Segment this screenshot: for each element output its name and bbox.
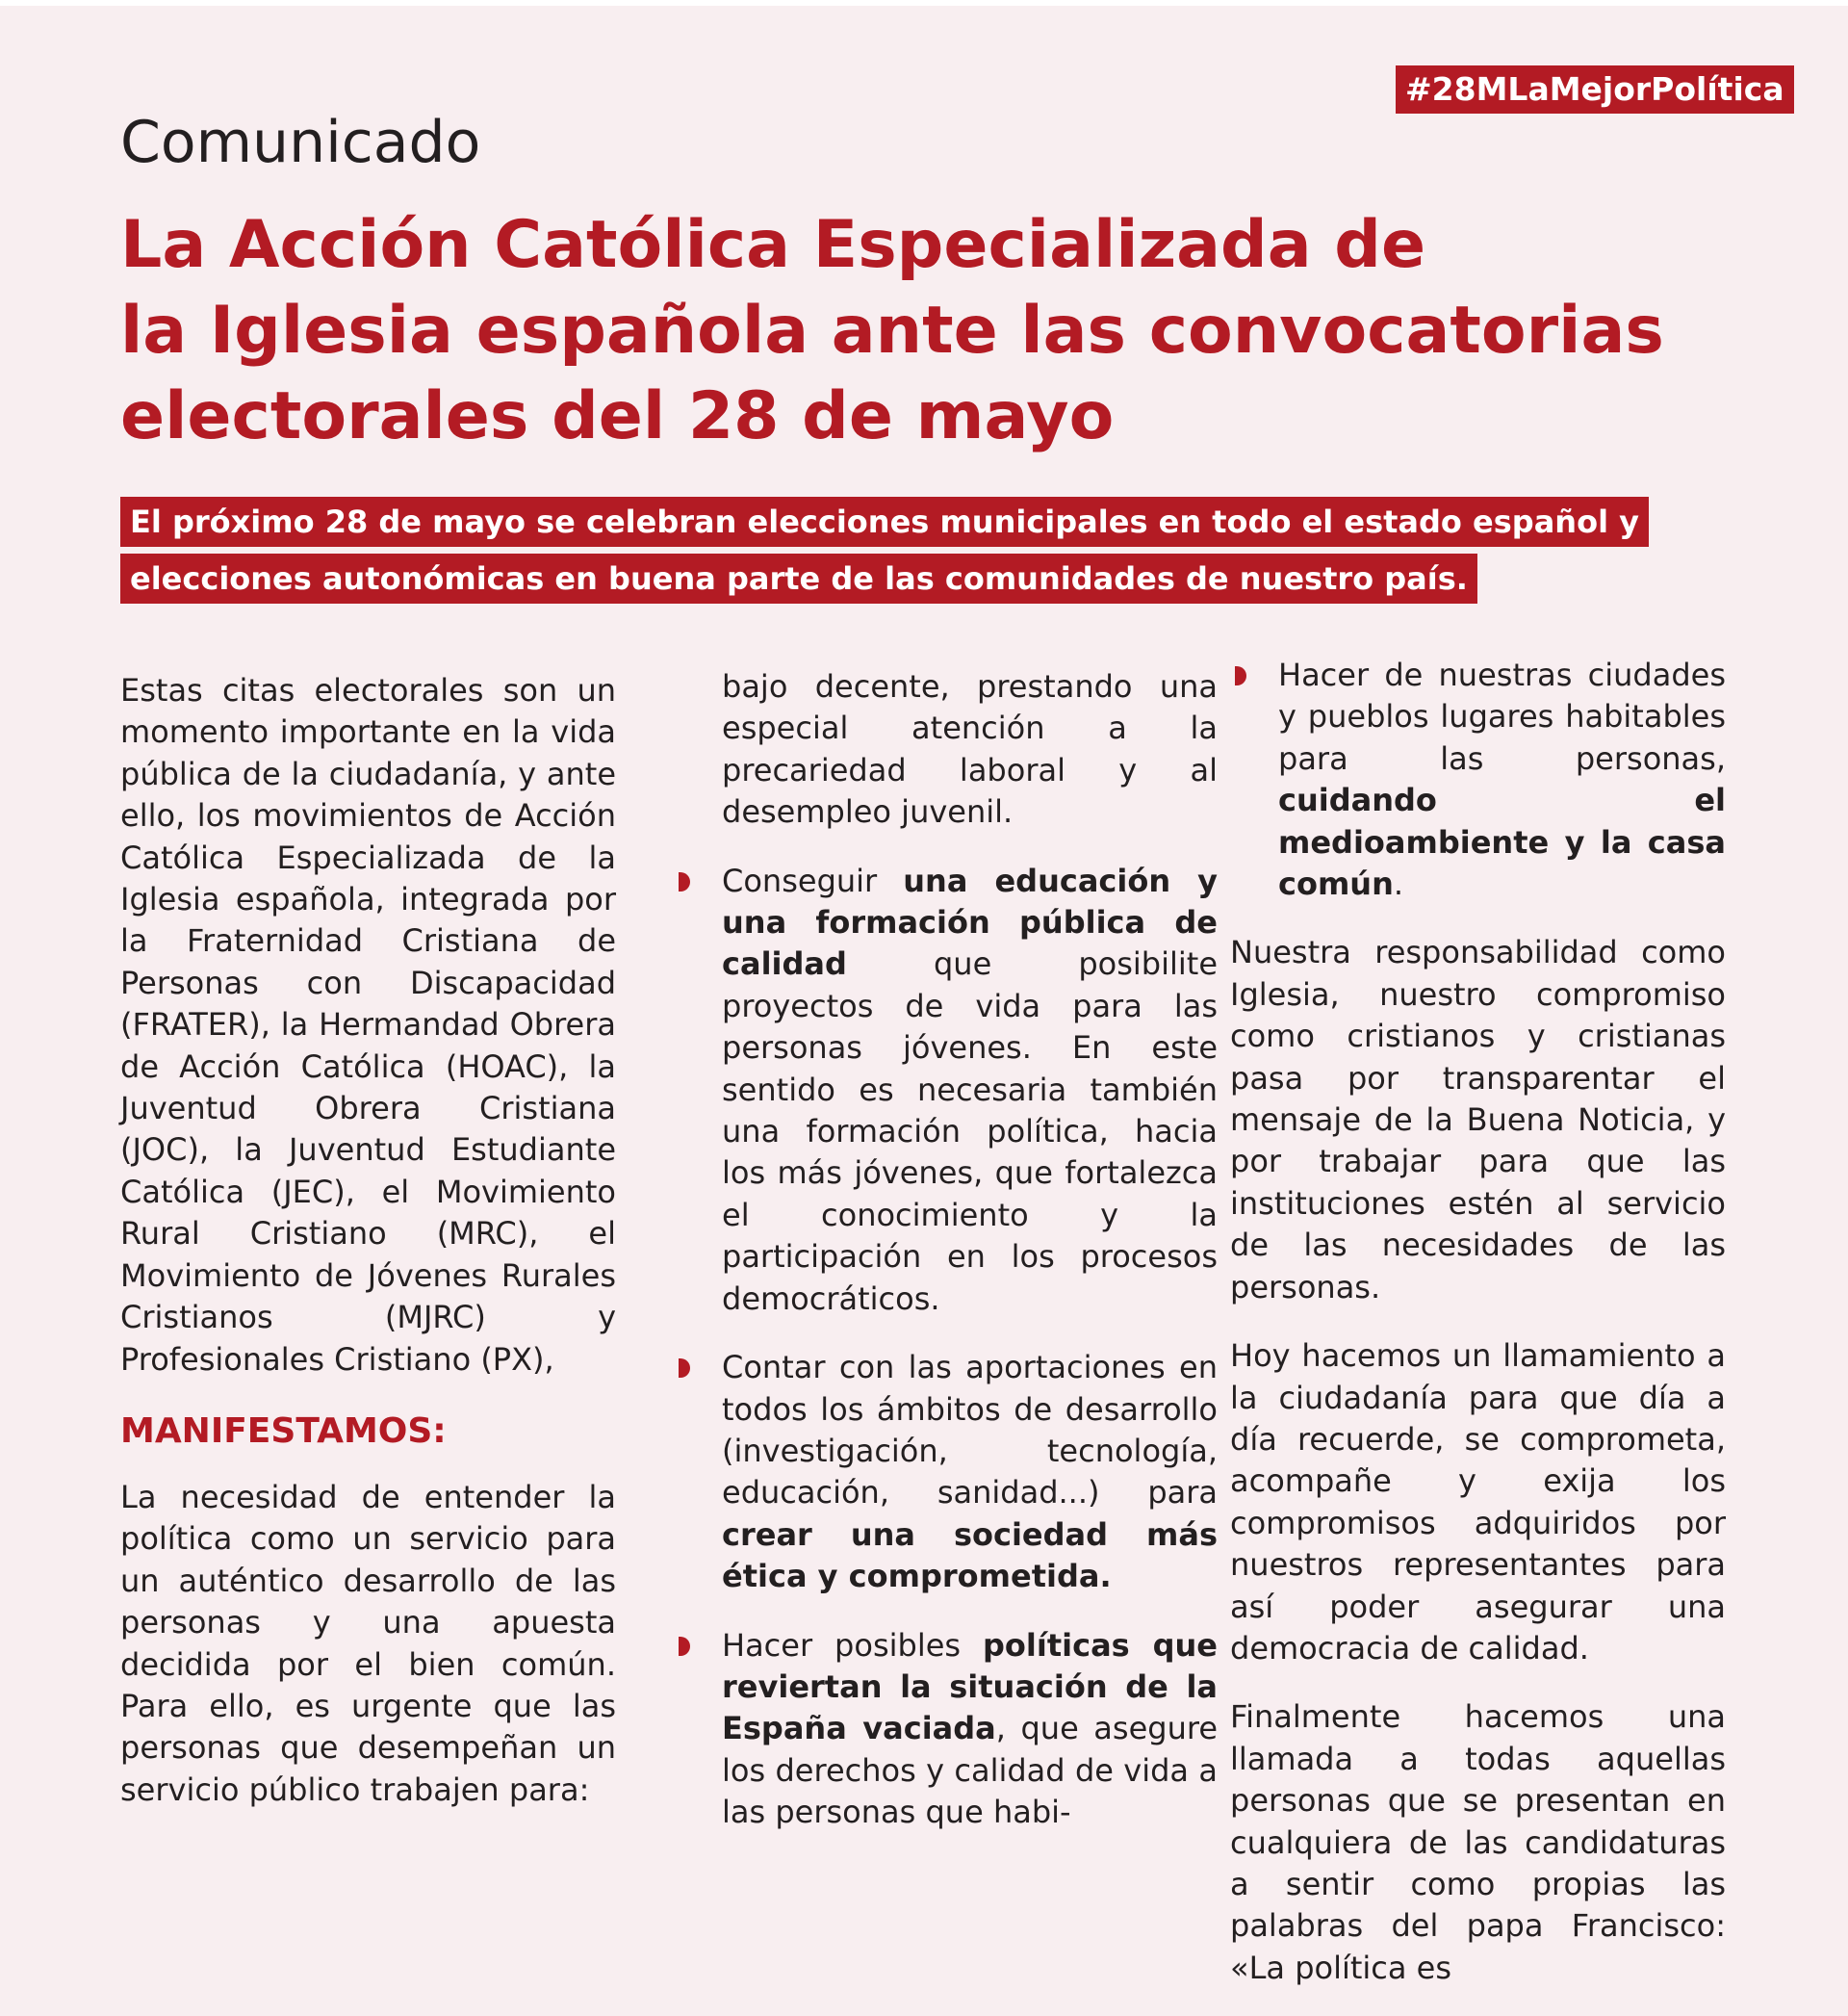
lead-summary: [120, 497, 1649, 604]
bullet-text: Hacer posibles: [722, 1626, 983, 1664]
bullet-text: , que asegure los derechos y calidad de vida a las personas que habi-: [722, 1710, 1219, 1831]
list-item: [722, 861, 1218, 1320]
list-item: [1278, 655, 1726, 905]
column-2: [722, 666, 1218, 1861]
bullet-bold-text: una educación y una formación pública de calidad: [722, 862, 1218, 983]
appeal-paragraph: Hoy hacemos un llamamiento a la ciudadanía para que día a día recuerde, se comprometa, acompañe y exija los compromisos adquiridos por nuestros representantes para así poder asegurar una democracia de calidad.: [1230, 1337, 1726, 1667]
closing-paragraph: Finalmente hacemos una llamada a todas aquellas personas que se presentan en cualquiera de las candidaturas a sentir como propias las palabras del papa Francisco: «La política es: [1230, 1698, 1726, 1986]
body-paragraph: La necesidad de entender la política como un servicio para un auténtico desarrollo de las personas y una apuesta decidida por el bien común. Para ello, es urgente que las personas que desempeñan un servicio público trabajen para:: [120, 1478, 616, 1808]
demands-list-continued: [1278, 655, 1726, 905]
manifestamos-heading: MANIFESTAMOS:: [120, 1410, 447, 1451]
page-title: [120, 202, 1664, 459]
headline-line-1: La Acción Católica Especializada de: [120, 207, 1426, 283]
section-kicker: Comunicado: [120, 109, 481, 176]
bullet-text: Hacer de nuestras ciudades y pueblos lugares habitables para las personas,: [1278, 657, 1726, 777]
bullet-bold-text: políticas que reviertan la situación de la España vaciada: [722, 1626, 1218, 1747]
column-1: [120, 670, 616, 1838]
lead-line-2: elecciones autonómicas en buena parte de las comunidades de nuestro país.: [120, 554, 1477, 604]
bullet-bold-text: crear una sociedad más ética y comprometida.: [722, 1515, 1218, 1595]
responsibility-paragraph: Nuestra responsabilidad como Iglesia, nuestro compromiso como cristianos y cristianas pasa por transparentar el mensaje de la Buena Noticia, y por trabajar para que las instituciones estén al servicio de las necesidades de las personas.: [1230, 934, 1726, 1305]
hashtag-badge: #28MLaMejorPolítica: [1396, 65, 1794, 114]
bullet-icon: [1235, 666, 1246, 685]
lead-line-1: El próximo 28 de mayo se celebran elecciones municipales en todo el estado español y: [120, 497, 1649, 547]
intro-paragraph: Estas citas electorales son un momento importante en la vida pública de la ciudadanía, y ante ello, los movimientos de Acción Católica Especializada de la Iglesia española, integrada por la Fraternidad Cristiana de Personas con Discapacidad (FRATER), la Hermandad Obrera de Acción Católica (HOAC), la Juventud Obrera Cristiana (JOC), la Juventud Estudiante Católica (JEC), el Movimiento Rural Cristiano (MRC), el Movimiento de Jóvenes Rurales Cristianos (MJRC) y Profesionales Cristiano (PX),: [120, 672, 616, 1378]
bullet-text: que posibilite proyectos de vida para las personas jóvenes. En este sentido es necesaria también una formación política, hacia los más jóvenes, que fortalezca el conocimiento y la participación en los procesos democráticos.: [722, 945, 1218, 1317]
bullet-icon: [679, 1637, 690, 1656]
column-3: [1230, 655, 1726, 2016]
bullet-bold-text: cuidando el medioambiente y la casa común: [1278, 782, 1726, 903]
headline-line-2: la Iglesia española ante las convocatorias: [120, 293, 1664, 369]
demands-list: [722, 861, 1218, 1834]
list-item: [722, 1347, 1218, 1597]
bullet-icon: [679, 1358, 690, 1378]
bullet-text: Conseguir: [722, 862, 904, 899]
bullet-text: Contar con las aportaciones en todos los ámbitos de desarrollo (investigación, tecnología, educación, sanidad...) para: [722, 1349, 1218, 1512]
bullet-text: .: [1393, 866, 1404, 903]
list-item: [722, 1625, 1218, 1834]
headline-line-3: electorales del 28 de mayo: [120, 378, 1115, 454]
bullet-icon: [679, 872, 690, 892]
top-rule: [0, 0, 1848, 6]
continuation-paragraph: bajo decente, prestando una especial atención a la precariedad laboral y al desempleo juvenil.: [722, 668, 1218, 831]
